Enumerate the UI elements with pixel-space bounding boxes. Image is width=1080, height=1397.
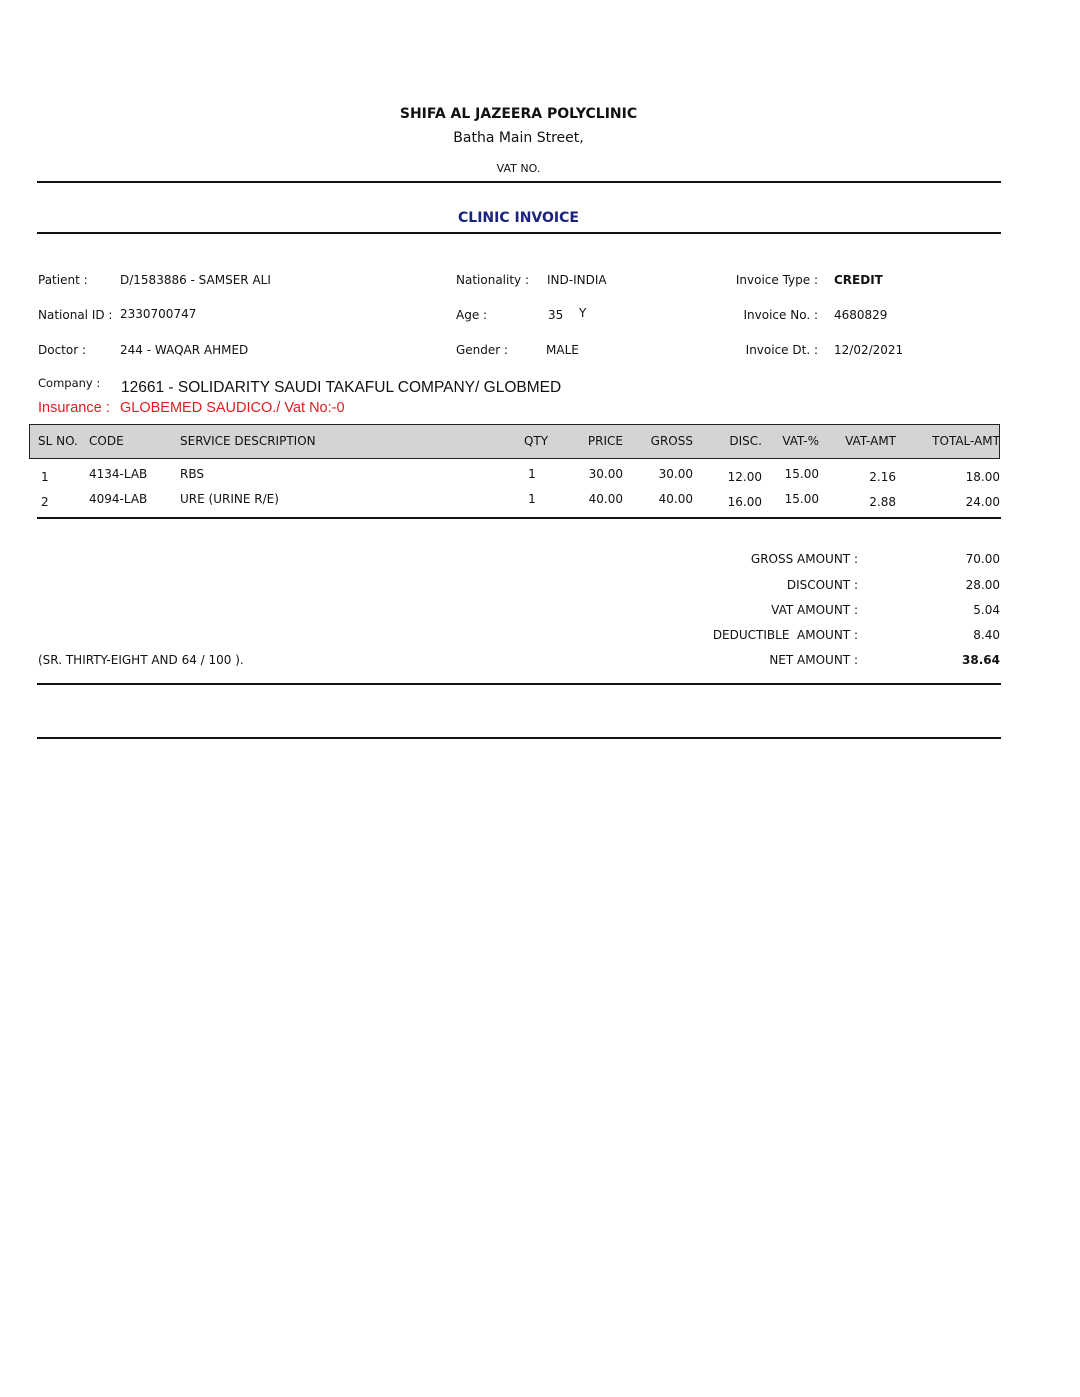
invoice-title: CLINIC INVOICE: [458, 210, 579, 226]
cell-sl-no: 2: [41, 495, 49, 509]
cell-code: 4134-LAB: [89, 467, 148, 481]
gender-value: MALE: [546, 343, 579, 357]
age-unit: Y: [579, 306, 587, 320]
cell-vat-amt: 2.16: [869, 470, 896, 484]
doctor-value: 244 - WAQAR AHMED: [120, 343, 249, 357]
header-service-description: SERVICE DESCRIPTION: [180, 434, 316, 448]
header-gross: GROSS: [650, 434, 693, 448]
vat-amount-label: VAT AMOUNT :: [771, 603, 858, 617]
header-sl-no: SL NO.: [38, 434, 78, 448]
invoice-date-label: Invoice Dt. :: [745, 343, 818, 357]
cell-price: 30.00: [588, 467, 623, 481]
invoice-type-label: Invoice Type :: [735, 273, 818, 287]
header-disc: DISC.: [729, 434, 762, 448]
clinic-name: SHIFA AL JAZEERA POLYCLINIC: [399, 106, 638, 122]
cell-price: 40.00: [588, 492, 623, 506]
gross-amount-label: GROSS AMOUNT :: [750, 552, 858, 566]
insurance-value: GLOBEMED SAUDICO./ Vat No:-0: [120, 400, 345, 416]
header-price: PRICE: [587, 434, 623, 448]
net-amount-label: NET AMOUNT :: [769, 653, 858, 667]
age-label: Age :: [456, 308, 488, 322]
cell-gross: 40.00: [658, 492, 693, 506]
cell-vat-pct: 15.00: [784, 467, 819, 481]
cell-gross: 30.00: [658, 467, 693, 481]
deductible-amount-value: 8.40: [973, 628, 1000, 642]
company-value: 12661 - SOLIDARITY SAUDI TAKAFUL COMPANY/ GLOBMED: [121, 379, 562, 396]
footer-divider: [37, 737, 1001, 739]
cell-sl-no: 1: [41, 470, 49, 484]
invoice-no-value: 4680829: [834, 308, 888, 322]
gross-amount-value: 70.00: [965, 552, 1000, 566]
header-code: CODE: [89, 434, 124, 448]
cell-total-amt: 18.00: [965, 470, 1000, 484]
cell-description: RBS: [180, 467, 204, 481]
vat-number-label: VAT NO.: [496, 162, 541, 175]
discount-value: 28.00: [965, 578, 1000, 592]
invoice-no-label: Invoice No. :: [743, 308, 818, 322]
cell-description: URE (URINE R/E): [180, 492, 279, 506]
insurance-label: Insurance :: [38, 400, 110, 416]
patient-label: Patient :: [38, 273, 88, 287]
company-label: Company :: [38, 376, 101, 390]
nationality-value: IND-INDIA: [547, 273, 607, 287]
header-divider: [37, 181, 1001, 183]
header-total-amt: TOTAL-AMT: [932, 434, 1000, 448]
cell-vat-amt: 2.88: [869, 495, 896, 509]
invoice-type-value: CREDIT: [834, 273, 883, 287]
header-vat-amt: VAT-AMT: [845, 434, 896, 448]
discount-label: DISCOUNT :: [786, 578, 858, 592]
header-qty: QTY: [523, 434, 549, 448]
national-id-label: National ID :: [38, 308, 113, 322]
cell-qty: 1: [528, 492, 536, 506]
nationality-label: Nationality :: [456, 273, 530, 287]
cell-qty: 1: [528, 467, 536, 481]
cell-disc: 12.00: [727, 470, 762, 484]
age-value: 35: [548, 308, 564, 322]
deductible-amount-label: DEDUCTIBLE AMOUNT :: [712, 628, 858, 642]
header-vat-pct: VAT-%: [782, 434, 819, 448]
doctor-label: Doctor :: [38, 343, 87, 357]
gender-label: Gender :: [456, 343, 509, 357]
national-id-value: 2330700747: [120, 307, 197, 321]
amount-in-words: (SR. THIRTY-EIGHT AND 64 / 100 ).: [38, 653, 244, 667]
totals-divider: [37, 683, 1001, 685]
clinic-address: Batha Main Street,: [453, 130, 584, 146]
table-bottom-divider: [37, 517, 1001, 519]
invoice-date-value: 12/02/2021: [834, 343, 904, 357]
cell-vat-pct: 15.00: [784, 492, 819, 506]
cell-disc: 16.00: [727, 495, 762, 509]
net-amount-value: 38.64: [962, 653, 1000, 667]
cell-code: 4094-LAB: [89, 492, 148, 506]
title-divider: [37, 232, 1001, 234]
patient-value: D/1583886 - SAMSER ALI: [120, 273, 271, 287]
cell-total-amt: 24.00: [965, 495, 1000, 509]
vat-amount-value: 5.04: [973, 603, 1000, 617]
